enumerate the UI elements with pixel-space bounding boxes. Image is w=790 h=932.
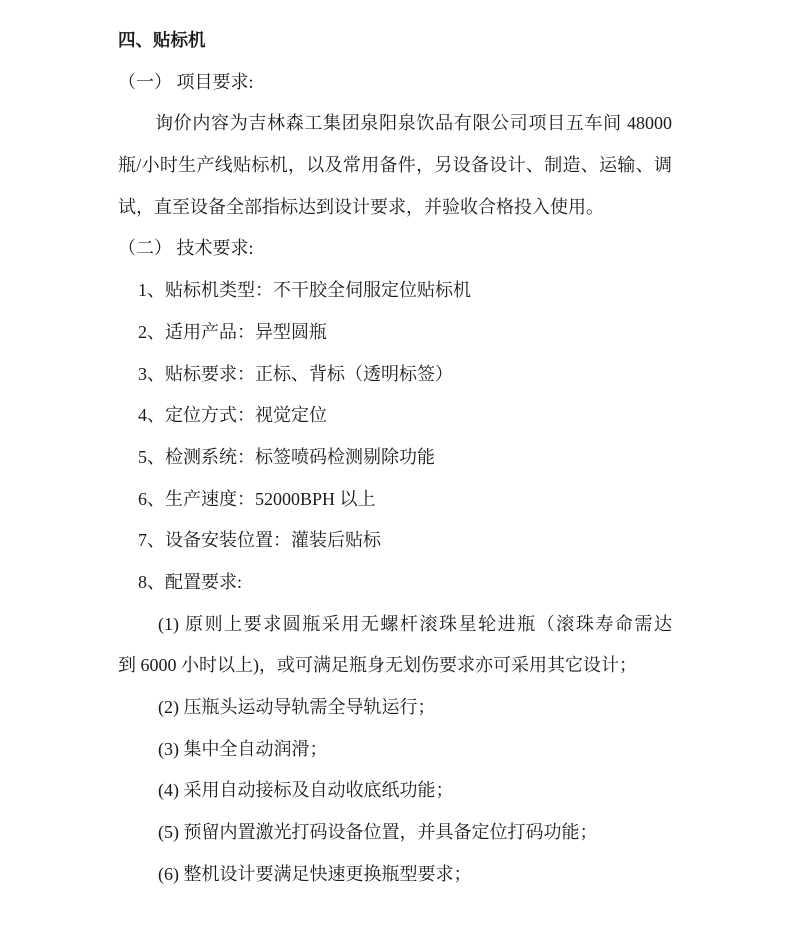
project-paragraph-line-1: 询价内容为吉林森工集团泉阳泉饮品有限公司项目五车间 48000 [155,113,672,134]
section-project-requirements [118,62,672,229]
config-item-3: (3) 集中全自动润滑； [158,738,328,759]
section-1-heading: （一） 项目要求: [118,71,254,92]
tech-item-2-product: 2、适用产品：异型圆瓶 [138,321,327,342]
config-item-4: (4) 采用自动接标及自动收底纸功能； [158,780,454,801]
tech-item-3-label-requirement: 3、贴标要求：正标、背标（透明标签） [138,363,453,384]
config-item-1-line-1: (1) 原则上要求圆瓶采用无螺杆滚珠星轮进瓶（滚珠寿命需达 [158,613,672,634]
project-paragraph-line-3: 试，直至设备全部指标达到设计要求，并验收合格投入使用。 [118,196,604,217]
config-item-5: (5) 预留内置激光打码设备位置，并具备定位打码功能； [158,822,598,843]
section-2-heading: （二） 技术要求: [118,238,254,259]
document-content [118,20,672,895]
project-paragraph-line-2: 瓶/小时生产线贴标机，以及常用备件，另设备设计、制造、运输、调 [118,155,672,176]
tech-item-7-install-position: 7、设备安装位置：灌装后贴标 [138,530,381,551]
tech-item-5-detection: 5、检测系统：标签喷码检测剔除功能 [138,446,435,467]
document-title: 四、贴标机 [118,30,206,50]
tech-item-8-config-heading: 8、配置要求: [138,571,243,592]
section-technical-requirements [118,228,672,895]
tech-item-1-label-type: 1、贴标机类型：不干胶全伺服定位贴标机 [138,280,471,301]
tech-item-4-positioning: 4、定位方式：视觉定位 [138,405,327,426]
config-requirements-list [118,604,672,896]
tech-item-6-speed: 6、生产速度：52000BPH 以上 [138,488,376,509]
config-item-2: (2) 压瓶头运动导轨需全导轨运行； [158,697,436,717]
config-item-1-line-2: 到 6000 小时以上)，或可满足瓶身无划伤要求亦可采用其它设计； [118,655,637,676]
config-item-6: (6) 整机设计要满足快速更换瓶型要求； [158,863,472,884]
